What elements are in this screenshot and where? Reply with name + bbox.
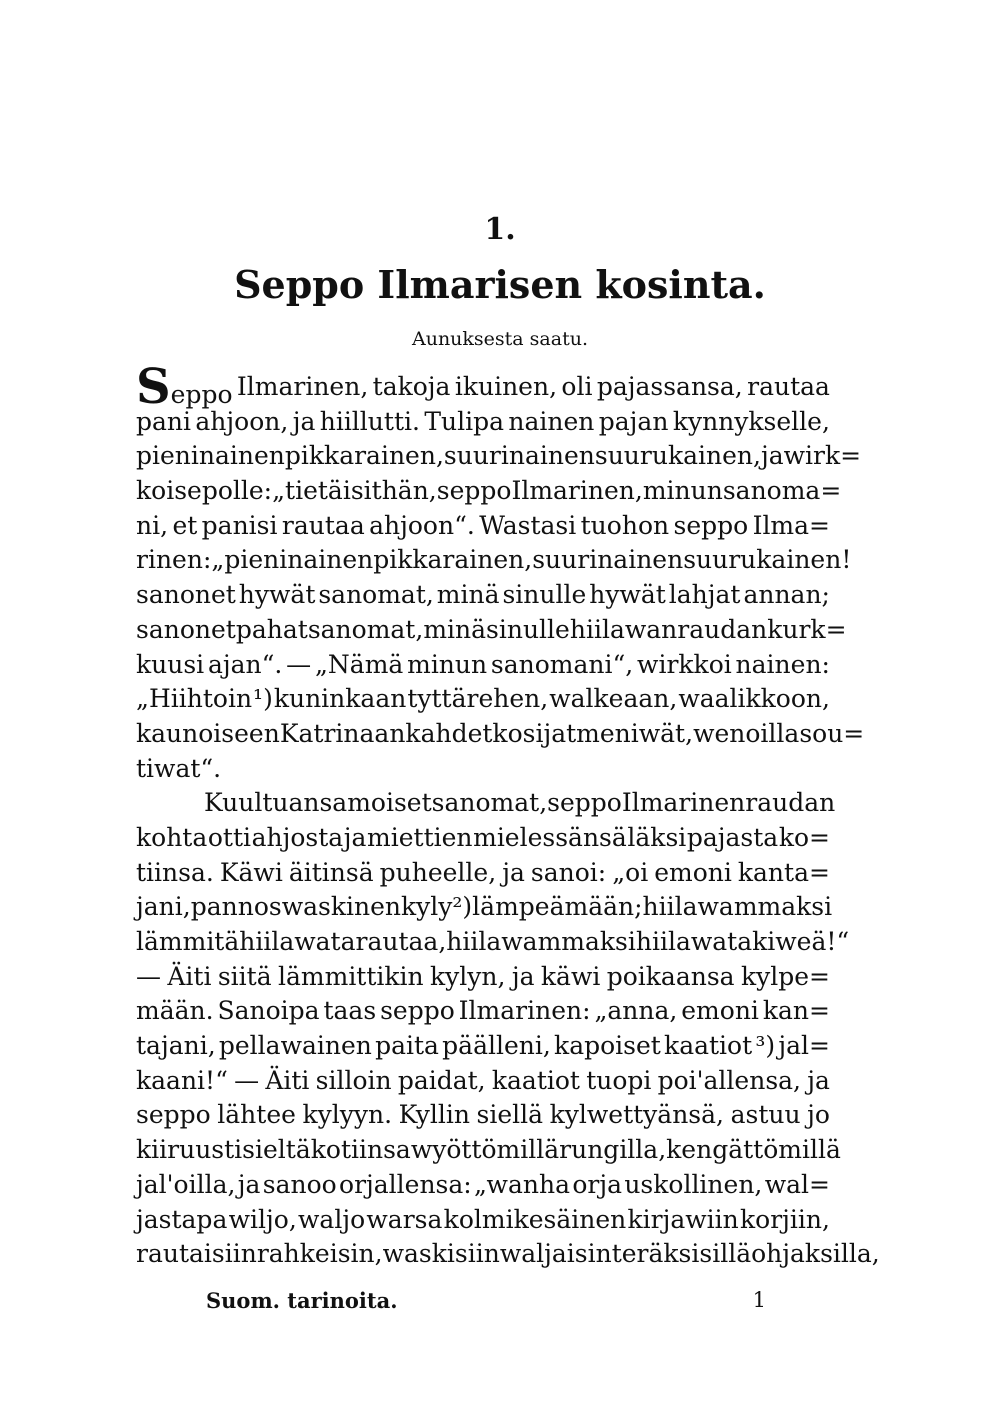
text-line bbox=[136, 786, 836, 821]
word: poi'allensa, bbox=[657, 1065, 802, 1095]
line-text: tiwat“. bbox=[136, 753, 222, 783]
word: orja bbox=[572, 1169, 622, 1199]
text-line bbox=[136, 925, 850, 960]
word: korjiin, bbox=[740, 1204, 830, 1234]
word: ³) bbox=[755, 1031, 776, 1061]
word: rinen: bbox=[136, 545, 212, 575]
word: seppo bbox=[436, 476, 512, 506]
word: seppo bbox=[136, 1100, 211, 1130]
word: uskollinen, bbox=[624, 1169, 763, 1199]
word: Ilmarinen, bbox=[236, 372, 369, 401]
signature-mark: Suom. tarinoita. bbox=[206, 1288, 398, 1313]
word: pahat bbox=[235, 614, 308, 644]
word: sanoi: bbox=[530, 857, 607, 887]
word: nainen: bbox=[735, 649, 830, 679]
word: pajassansa, bbox=[596, 372, 743, 401]
word: Ilmarinen bbox=[621, 788, 746, 818]
text-line bbox=[136, 856, 830, 891]
text-line bbox=[136, 1098, 830, 1133]
word: „tietäisithän, bbox=[272, 476, 437, 506]
text-line bbox=[136, 474, 842, 509]
word: jal'oilla, bbox=[136, 1169, 236, 1199]
word: pajan bbox=[598, 406, 669, 436]
word: taas bbox=[323, 996, 377, 1026]
word: raudan bbox=[677, 614, 768, 644]
word: — bbox=[234, 1065, 260, 1095]
word: kylwettyänsä, bbox=[549, 1100, 724, 1130]
text-line bbox=[136, 439, 862, 474]
text-line bbox=[136, 405, 830, 440]
word: Wastasi bbox=[479, 510, 577, 540]
text-line bbox=[136, 752, 830, 787]
word: ja bbox=[343, 822, 367, 852]
word: seppo bbox=[380, 996, 455, 1026]
text-line bbox=[136, 1064, 830, 1099]
word: Seppo bbox=[136, 359, 233, 415]
word: waskinen bbox=[281, 892, 401, 922]
word: seppo bbox=[673, 510, 749, 540]
word: ikuinen, bbox=[454, 372, 558, 401]
word: pikkarainen, bbox=[373, 545, 533, 575]
word: äitinsä bbox=[288, 857, 374, 887]
word: wirk= bbox=[783, 441, 862, 471]
word: kiiruusti bbox=[136, 1135, 243, 1165]
word: jani, bbox=[136, 892, 191, 922]
word: sinulle bbox=[486, 614, 570, 644]
word: emoni bbox=[654, 857, 732, 887]
word: panisi bbox=[201, 510, 278, 540]
word: kaani!“ bbox=[136, 1065, 228, 1095]
word: sanomat, bbox=[307, 614, 424, 644]
text-line bbox=[136, 543, 852, 578]
word: seppo bbox=[547, 788, 622, 818]
word: minä bbox=[423, 614, 487, 644]
word: Ilmarinen, bbox=[511, 476, 643, 506]
word: waljo bbox=[298, 1204, 366, 1234]
word: mään. bbox=[136, 996, 214, 1026]
word: ja bbox=[292, 406, 316, 436]
word: sanomat, bbox=[318, 580, 434, 610]
word: waalikkoon, bbox=[678, 684, 830, 714]
drop-cap: S bbox=[136, 359, 171, 415]
word: ja bbox=[760, 441, 784, 471]
word: minun bbox=[642, 476, 723, 506]
word: nainen bbox=[508, 406, 595, 436]
word: sieltä bbox=[242, 1135, 311, 1165]
word: sanoo bbox=[262, 1169, 337, 1199]
word: walkeaan, bbox=[549, 684, 678, 714]
text-line bbox=[136, 613, 847, 648]
word: koi bbox=[136, 476, 175, 506]
word: tyttärehen, bbox=[407, 684, 549, 714]
sheet-number: 1 bbox=[752, 1288, 766, 1312]
word: oli bbox=[561, 372, 593, 401]
word: teräksisillä bbox=[611, 1239, 752, 1269]
word: ajan“. bbox=[207, 649, 283, 679]
word: Kyllin bbox=[398, 1100, 470, 1130]
word: siitä bbox=[217, 961, 272, 991]
word: Ilmarinen: bbox=[458, 996, 591, 1026]
word: — bbox=[286, 649, 312, 679]
word: wiljo, bbox=[228, 1204, 297, 1234]
text-line bbox=[136, 1237, 880, 1272]
word: annan; bbox=[743, 580, 830, 610]
word: kurk= bbox=[767, 614, 847, 644]
word: wirkkoi bbox=[637, 649, 732, 679]
word: kuusi bbox=[136, 649, 205, 679]
word: pani bbox=[136, 406, 192, 436]
word: ja bbox=[502, 857, 525, 887]
word: — bbox=[136, 961, 161, 991]
word: ko= bbox=[778, 822, 830, 852]
word: sanomani“, bbox=[490, 649, 634, 679]
word: poikaansa bbox=[606, 961, 735, 991]
word: sinulle bbox=[502, 580, 587, 610]
word: hiilawammaksi bbox=[446, 927, 636, 956]
text-line bbox=[136, 509, 830, 544]
word: rungilla, bbox=[559, 1135, 667, 1165]
word: lämpeämään; bbox=[472, 892, 643, 922]
word: kyly bbox=[400, 892, 453, 922]
word: „oi bbox=[612, 857, 649, 887]
text-line bbox=[136, 960, 830, 995]
word: raudan bbox=[745, 788, 836, 818]
text-line bbox=[136, 359, 830, 415]
word: „Hiihtoin bbox=[136, 684, 253, 714]
word: pieni bbox=[136, 441, 199, 471]
word: sanoma= bbox=[722, 476, 842, 506]
word: jo bbox=[807, 1100, 830, 1130]
chapter-number: 1. bbox=[484, 212, 516, 247]
word: kotiinsa bbox=[310, 1135, 411, 1165]
word: hywät bbox=[589, 580, 666, 610]
word: hiilawan bbox=[569, 614, 678, 644]
word: läksi bbox=[627, 822, 687, 852]
word: kaunoiseen bbox=[136, 718, 280, 748]
word: paita bbox=[375, 1031, 439, 1061]
word: pannos bbox=[190, 892, 282, 922]
word: ahjosta bbox=[251, 822, 344, 852]
text-line bbox=[136, 1203, 830, 1238]
word: suurukainen! bbox=[683, 545, 852, 575]
word: astuu bbox=[730, 1100, 801, 1130]
word: kynnykselle, bbox=[672, 406, 830, 436]
word: rahkeisin, bbox=[256, 1239, 383, 1269]
word: suuri bbox=[443, 441, 509, 471]
word: sanomat, bbox=[431, 788, 548, 818]
word: emoni bbox=[681, 996, 759, 1026]
word: ¹) bbox=[253, 684, 273, 714]
word: tuopi bbox=[586, 1065, 652, 1095]
word: kylpe= bbox=[740, 961, 830, 991]
text-line bbox=[136, 821, 830, 856]
word: waskisiin bbox=[382, 1239, 500, 1269]
word: Ilma= bbox=[752, 510, 830, 540]
word: rautaa bbox=[747, 372, 830, 401]
word: ahjoon“. bbox=[369, 510, 475, 540]
word: kaatiot bbox=[491, 1065, 580, 1095]
word: tajani, bbox=[136, 1031, 216, 1061]
page-footer bbox=[206, 1288, 766, 1313]
word: puheelle, bbox=[379, 857, 497, 887]
word: kolmikesäinen bbox=[443, 1204, 627, 1234]
word: ahjoon, bbox=[195, 406, 289, 436]
word: kengättömillä bbox=[666, 1135, 841, 1165]
word: ja bbox=[511, 961, 535, 991]
word: hiilawammaksi bbox=[642, 892, 833, 922]
word: rautaa bbox=[281, 510, 365, 540]
word: kapoiset bbox=[554, 1031, 661, 1061]
word: „wanha bbox=[474, 1169, 570, 1199]
text-line bbox=[136, 1029, 830, 1064]
word: Kuultuansa bbox=[204, 788, 348, 818]
word: paidat, bbox=[397, 1065, 486, 1095]
word: kan= bbox=[762, 996, 830, 1026]
word: pikkarainen, bbox=[284, 441, 444, 471]
word: „Nämä bbox=[314, 649, 404, 679]
word: sepolle: bbox=[174, 476, 273, 506]
text-line bbox=[136, 1168, 830, 1203]
word: tiinsa. bbox=[136, 857, 214, 887]
word: hywät bbox=[238, 580, 316, 610]
word: nainen bbox=[287, 545, 374, 575]
word: hiilawata bbox=[239, 927, 356, 956]
word: kosijat bbox=[492, 718, 577, 748]
word: siellä bbox=[476, 1100, 544, 1130]
text-line bbox=[136, 1133, 841, 1168]
word: ni, bbox=[136, 510, 169, 540]
word: sanonet bbox=[136, 614, 236, 644]
word: hiillutti. bbox=[319, 406, 420, 436]
word: päälleni, bbox=[442, 1031, 551, 1061]
word: kirjawiin bbox=[627, 1204, 739, 1234]
word: jastapa bbox=[136, 1204, 228, 1234]
word: kylyn, bbox=[430, 961, 506, 991]
word: moiset bbox=[347, 788, 432, 818]
word: wenoilla bbox=[693, 718, 800, 748]
word: nainen bbox=[508, 441, 595, 471]
word: hiilawata bbox=[635, 927, 753, 956]
word: mielessänsä bbox=[473, 822, 627, 852]
word: kanta= bbox=[737, 857, 830, 887]
word: pajasta bbox=[686, 822, 779, 852]
word: kylyyn. bbox=[302, 1100, 393, 1130]
word: minä bbox=[436, 580, 500, 610]
word: lämmitä bbox=[136, 927, 240, 956]
word: otti bbox=[207, 822, 251, 852]
text-line bbox=[136, 994, 830, 1029]
word: meniwät, bbox=[576, 718, 694, 748]
word: wal= bbox=[764, 1169, 830, 1199]
word: kohta bbox=[136, 822, 208, 852]
word: jal= bbox=[778, 1031, 830, 1061]
word: warsa bbox=[366, 1204, 443, 1234]
word: ja bbox=[807, 1065, 830, 1095]
word: tuohon bbox=[580, 510, 670, 540]
word: „anna, bbox=[594, 996, 678, 1026]
body-text bbox=[136, 359, 880, 1272]
word: suurukainen, bbox=[594, 441, 761, 471]
word: wyöttömillä bbox=[410, 1135, 560, 1165]
word: Äiti bbox=[265, 1065, 310, 1095]
word: silloin bbox=[315, 1065, 392, 1095]
word: minun bbox=[407, 649, 488, 679]
word: nainen bbox=[597, 545, 684, 575]
text-line bbox=[136, 682, 830, 717]
word: Äiti bbox=[167, 961, 212, 991]
word: käwi bbox=[540, 961, 601, 991]
text-line bbox=[136, 648, 830, 683]
word: Tulipa bbox=[424, 406, 505, 436]
word: rautaisiin bbox=[136, 1239, 257, 1269]
word: lämmittikin bbox=[278, 961, 424, 991]
word: suuri bbox=[532, 545, 598, 575]
word: lähtee bbox=[217, 1100, 296, 1130]
word: kuninkaan bbox=[273, 684, 407, 714]
word: takoja bbox=[372, 372, 451, 401]
word: ja bbox=[237, 1169, 261, 1199]
word: waljaisin bbox=[499, 1239, 612, 1269]
word: Katrinaan bbox=[279, 718, 406, 748]
word: et bbox=[172, 510, 198, 540]
word: kahdet bbox=[405, 718, 493, 748]
word: sou= bbox=[799, 718, 865, 748]
text-line bbox=[136, 578, 830, 613]
word: lahjat bbox=[668, 580, 741, 610]
word: pellawainen bbox=[218, 1031, 372, 1061]
word: orjallensa: bbox=[339, 1169, 472, 1199]
word: rautaa, bbox=[355, 927, 447, 956]
word: ohjaksilla, bbox=[751, 1239, 880, 1269]
word: kaatiot bbox=[664, 1031, 753, 1061]
text-line bbox=[136, 717, 865, 752]
word: nainen bbox=[198, 441, 285, 471]
chapter-title: Seppo Ilmarisen kosinta. bbox=[234, 262, 766, 307]
word: ²) bbox=[452, 892, 473, 922]
word: sanonet bbox=[136, 580, 236, 610]
word: Sanoipa bbox=[217, 996, 320, 1026]
word: Käwi bbox=[219, 857, 283, 887]
chapter-subtitle: Aunuksesta saatu. bbox=[411, 328, 588, 350]
word: kiweä!“ bbox=[752, 927, 850, 956]
word: „pieni bbox=[211, 545, 288, 575]
word: miettien bbox=[367, 822, 473, 852]
text-line bbox=[136, 890, 833, 925]
